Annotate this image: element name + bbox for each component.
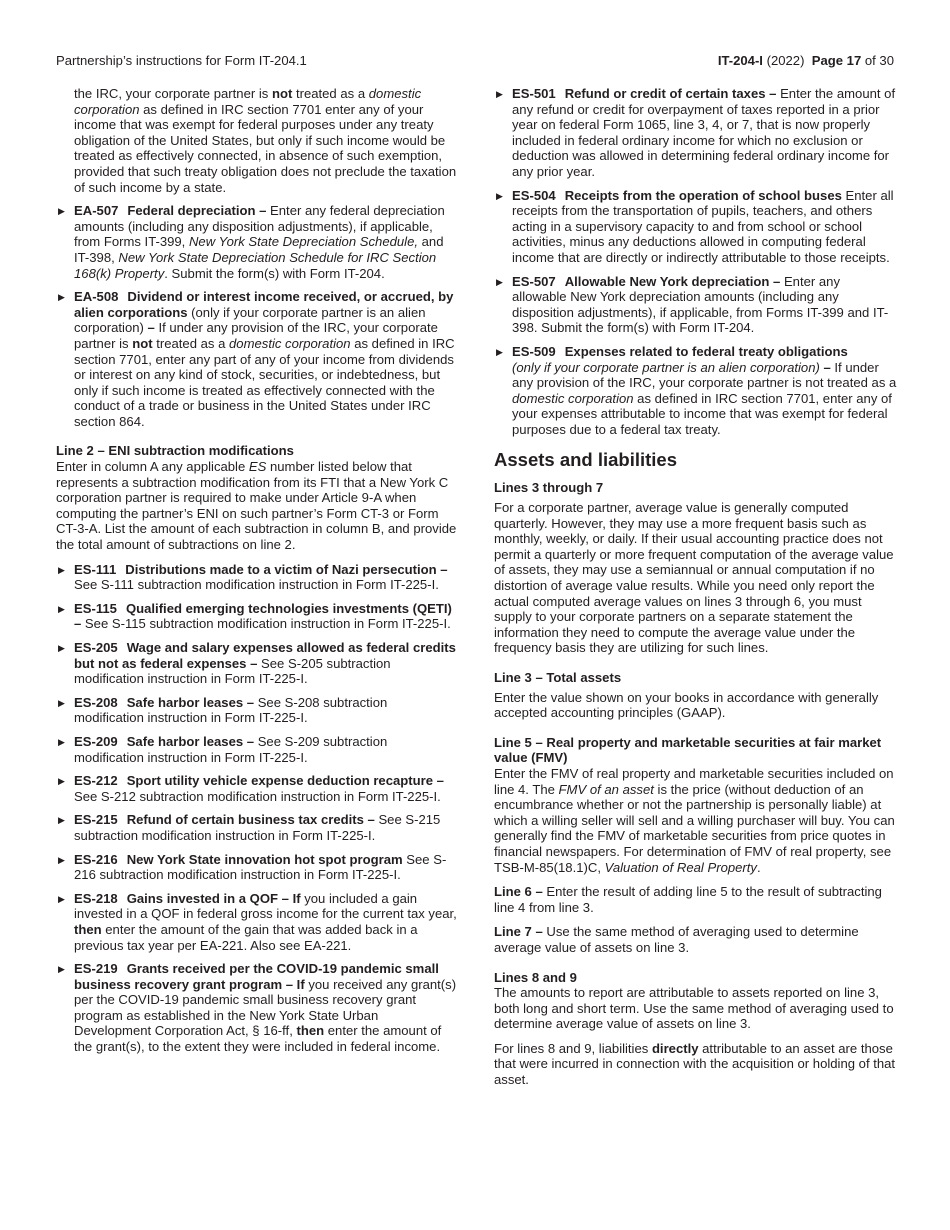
right-column [494,86,898,1097]
item-es504 [494,188,898,266]
text: See S-216 subtraction modification instruction in Form IT-225-I. [74,851,447,883]
item-title: Allowable New York depreciation – [564,273,781,289]
item-title: Wage and salary expenses allowed as federal credits but not as federal expenses – [74,640,456,671]
line-label: Line 6 – [494,884,543,900]
publication-title: Valuation of Real Property [604,859,757,875]
text: the IRC, your corporate partner is [74,86,272,101]
text: See S-205 subtraction modification instruction in Form IT-225-I. [74,655,391,687]
line-6-paragraph [494,884,898,915]
item-title: New York State innovation hot spot program [126,851,403,867]
term: FMV of an asset [558,781,654,797]
text: and IT-398, [74,234,444,265]
item-title: Distributions made to a victim of Nazi persecution – [125,561,448,577]
text: Enter the result of adding line 5 to the result of subtracting line 4 from line 3. [494,884,882,915]
text: enter the amount of the grant(s), to the extent they were included in federal income. [74,1023,442,1055]
item-code: ES-208 [74,694,118,710]
item-code: ES-215 [74,812,118,828]
item-code: ES-218 [74,890,118,906]
item-code: ES-115 [74,600,117,616]
item-code: ES-212 [74,773,118,789]
item-code: ES-507 [512,273,556,289]
text: Enter all receipts from the transportation of pupils, teachers, and others acting in a supervisory capacity to and from school or school activities, minus any deductions allowed in computing federal income that are directly or indirectly attributable to those receipts. [512,187,894,265]
item-es208 [56,695,459,726]
heading-lines-3-7: Lines 3 through 7 [494,480,604,496]
text: as defined in IRC section 7701, enter any part of any of your income from dividends or interest on any kind of stock, securities, or indebtedness, but only if such income is treated as effectively connected with the conduct of a trade or business in the United States under IRC section 864. [74,335,455,429]
emphasis: not [271,86,293,101]
text: See S-115 subtraction modification instruction in Form IT-225-I. [81,616,451,632]
item-title: Expenses related to federal treaty obligations [564,343,848,359]
item-ea507 [56,203,459,281]
form-year: (2022) [766,53,805,68]
line-5-paragraph [494,766,898,875]
item-code: EA-507 [74,203,119,219]
text: See S-208 subtraction modification instruction in Form IT-225-I. [74,694,388,726]
line-7-paragraph [494,924,898,955]
dash: – [147,320,155,336]
continued-paragraph [56,86,459,195]
item-code: ES-205 [74,640,118,655]
item-es219 [56,961,459,1055]
emphasis: then [296,1023,325,1039]
text: For lines 8 and 9, liabilities [494,1040,652,1056]
text: (only if your corporate partner is an alien corporation) [74,304,426,336]
item-code: ES-501 [512,86,556,101]
term: domestic corporation [512,390,634,406]
item-ea508 [56,289,459,429]
text: number listed below that represents a subtraction modification from its FTI that a New York C corporation partner is required to make under Article 9-A when computing the partner’s ENI on such partner’s Form CT-3 or Form CT-3-A. List the amount of each subtraction in column B, and provide the total amount of subtractions on line 2. [56,459,457,553]
item-es115 [56,601,459,632]
header-page-info [718,53,894,69]
emphasis: not [132,335,153,351]
emphasis: directly [651,1040,699,1056]
section-heading-assets: Assets and liabilities [494,449,678,471]
text: Enter any federal depreciation amounts (including any disposition adjustments), if applicable, from Forms IT-399, [74,203,445,250]
text: Enter in column A any applicable [56,459,249,475]
item-es509 [494,344,898,438]
left-column [56,86,459,1063]
heading-lines-8-9: Lines 8 and 9 [494,969,577,985]
heading-line-5: Line 5 – Real property and marketable securities at fair market value (FMV) [494,734,882,766]
item-title: Qualified emerging technologies investments (QETI) – [74,600,452,632]
item-es111 [56,562,459,593]
item-title: Refund of certain business tax credits – [126,812,375,828]
form-name: New York State Depreciation Schedule for IRC Section 168(k) Property [74,249,437,281]
item-title: Grants received per the COVID-19 pandemic small business recovery grant program – If [74,961,439,992]
text: as defined in IRC section 7701 enter any of your income that was exempt for federal purposes under any treaty obligation of the United States, but only if such income would be treated as effectively connected, in absence of such exemption, provided that such treaty obligation does not preclude the taxation of such income by a state. [74,101,457,195]
section-heading-line2: Line 2 – ENI subtraction modifications [56,443,294,459]
text: Enter the FMV of real property and marketable securities included on line 4. The [494,765,894,797]
qualifier: (only if your corporate partner is an alien corporation) [512,359,820,375]
line2-paragraph [56,459,459,553]
item-code: ES-216 [74,851,118,867]
heading-line-3: Line 3 – Total assets [494,670,622,685]
text: Use the same method of averaging used to determine average value of assets on line 3. [494,924,859,955]
header-title: Partnership’s instructions for Form IT-204.1 [56,53,307,68]
emphasis: then [74,921,102,937]
page-number: Page 17 [811,53,862,68]
text: If under any provision of the IRC, your corporate partner is [74,320,438,351]
text: Enter the amount of any refund or credit for overpayment of taxes reported in a prior year on federal Form 1065, line 3, 4, or 7, that is now properly included in federal ordinary income for which no exclusion or deduction was allowed in determining federal ordinary income for any prior year. [512,86,896,179]
item-code: ES-509 [512,343,556,359]
item-title: Sport utility vehicle expense deduction recapture – [126,773,444,789]
line-label: Line 7 – [494,924,543,940]
liabilities-paragraph [494,1041,898,1088]
text: See S-111 subtraction modification instruction in Form IT-225-I. [74,577,439,593]
item-es507 [494,274,898,336]
lines-8-9-paragraph: The amounts to report are attributable to assets reported on line 3, both long and short term. Use the same method of averaging used to determine average value of assets on line 3. [494,985,894,1032]
item-code: ES-219 [74,961,118,977]
lines-3-7-paragraph: For a corporate partner, average value is generally computed quarterly. However, they may use a more frequent basis such as monthly, weekly, or daily. If their usual accounting practice does not permit a quarterly or more frequent computation of the average value of assets, they may use a semiannual or annual computation if no distortion of average value results. While you need only report the actual computed average values on lines 3 through 6, you must supply to your corporate partners on a separate statement the information they need to compute the average value under the frequency basis they are utilizing for such lines. [494,500,894,656]
text: Enter any allowable New York depreciation amounts (including any disposition adjustments), if applicable, from Forms IT-399 and IT-398. Submit the form(s) with Form IT-204. [512,273,889,336]
item-title: Federal depreciation – [127,203,267,219]
item-es216 [56,852,459,883]
text: See S-215 subtraction modification instruction in Form IT-225-I. [74,812,441,843]
line-3-paragraph: Enter the value shown on your books in accordance with generally accepted accounting principles (GAAP). [494,689,879,721]
term: domestic corporation [229,335,351,351]
text: you received any grant(s) per the COVID-19 pandemic small business recovery grant program as established in the New York State Urban Development Corporation Act, § 16-ff, [74,976,457,1039]
form-name: New York State Depreciation Schedule, [188,234,419,250]
text: See S-209 subtraction modification instruction in Form IT-225-I. [74,733,388,765]
text: See S-212 subtraction modification instruction in Form IT-225-I. [74,788,441,804]
text: If under any provision of the IRC, your corporate partner is not treated as a [512,359,897,391]
text: . Submit the form(s) with Form IT-204. [164,265,385,281]
item-es218 [56,891,459,953]
item-es205 [56,640,459,687]
text: is the price (without deduction of an encumbrance whether or not the partnership is personally liable) at which a willing seller will sell and a willing purchaser will buy. You can generally find the FMV of marketable securities from price quotes in financial newspapers. For determination of FMV of real property, see TSB-M-85(18.1)C, [494,781,895,875]
item-title: Dividend or interest income received, or accrued, by alien corporations [74,289,454,320]
item-code: EA-508 [74,289,119,305]
page-header [56,53,894,69]
item-code: ES-111 [74,561,117,577]
item-es212 [56,773,459,804]
text: treated as a [152,335,230,351]
term: domestic corporation [74,86,422,117]
item-title: Gains invested in a QOF – If [126,890,301,906]
page-total: of 30 [864,53,894,68]
form-code: IT-204-I [717,53,763,68]
item-es209 [56,734,459,765]
item-code: ES-209 [74,733,118,749]
text: as defined in IRC section 7701, enter any of your expenses attributable to income that was exempt for federal purposes due to a federal tax treaty. [512,390,892,437]
text: enter the amount of the gain that was added back in a previous tax year per EA-221. Also see EA-221. [74,921,418,953]
text: . [756,859,761,875]
text: treated as a [292,86,369,101]
item-title: Receipts from the operation of school buses [564,187,842,203]
item-es215 [56,812,459,843]
item-title: Safe harbor leases – [126,694,255,710]
text: attributable to an asset are those that were incurred in connection with the acquisition or holding of that asset. [494,1040,896,1088]
dash: – [819,359,831,375]
item-es501 [494,86,898,180]
text: you included a gain invested in a QOF in federal gross income for the current tax year, [74,890,457,922]
term: ES [248,459,267,475]
item-code: ES-504 [512,187,556,203]
item-title: Refund or credit of certain taxes – [564,86,777,101]
item-title: Safe harbor leases – [126,733,255,749]
